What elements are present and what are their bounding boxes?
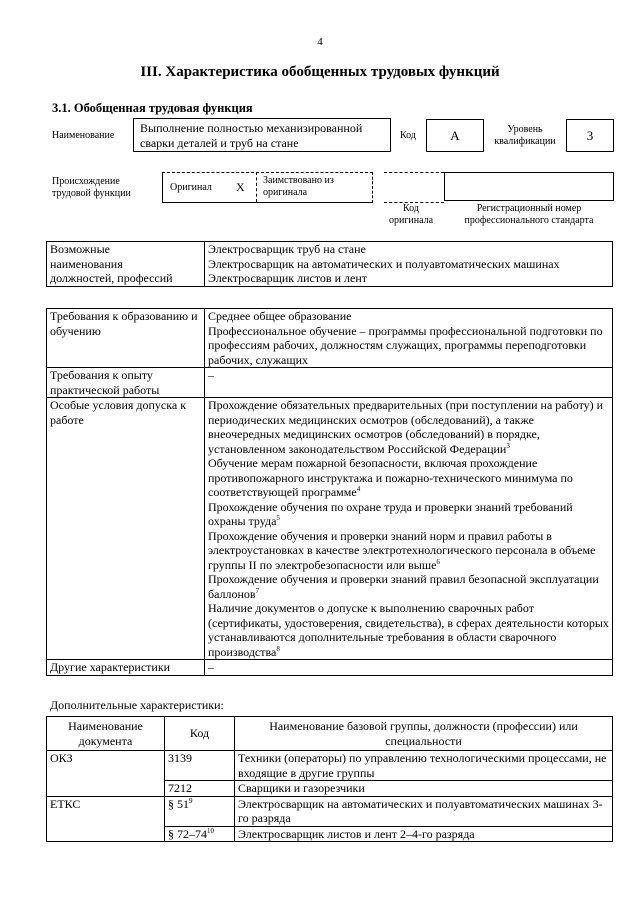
additional-caption: Дополнительные характеристики: xyxy=(50,698,224,712)
code-text: § 51 xyxy=(168,796,189,811)
education-item: Профессиональное обучение – программы профессиональной подготовки по профессиям рабочих, должностям служащих, программы переподготовки рабочих, служащих xyxy=(208,323,603,367)
code-caption-line2: оригинала xyxy=(388,215,434,226)
code-cell: 7212 xyxy=(165,781,235,797)
requirements-table xyxy=(46,308,613,676)
education-label: Требования к образованию и обучению xyxy=(47,309,205,368)
level-label-line2: квалификации xyxy=(494,136,556,147)
possible-names-label-line2: наименования xyxy=(50,256,123,271)
reg-caption xyxy=(444,203,614,227)
special-condition-item xyxy=(208,456,609,500)
code-caption xyxy=(380,203,442,227)
code-label: Код xyxy=(400,130,416,141)
footnote-mark: 10 xyxy=(207,826,214,835)
special-condition-text: Прохождение обучения и проверки знаний правил безопасной эксплуатации баллонов xyxy=(208,572,599,601)
borrowed-line2: оригинала xyxy=(263,187,308,198)
possible-names-label xyxy=(47,242,205,287)
footnote-mark: 3 xyxy=(506,441,510,450)
origin-divider xyxy=(256,172,258,202)
code-cell xyxy=(165,796,235,826)
function-name-box xyxy=(133,118,391,152)
special-condition-text: Прохождение обучения по охране труда и проверки знаний требований охраны труда xyxy=(208,499,573,528)
original-label: Оригинал xyxy=(170,182,212,193)
name-label: Наименование xyxy=(52,130,115,141)
code-caption-line1: Код xyxy=(403,203,419,214)
special-condition-text: Обучение мерам пожарной безопасности, включая прохождение противопожарного инструктажа и пожарно-технического минимума по соответствующей программе xyxy=(208,456,573,499)
reg-caption-line2: профессионального стандарта xyxy=(464,215,594,226)
header-group-name: Наименование базовой группы, должности (профессии) или специальности xyxy=(235,717,613,751)
borrowed-label xyxy=(263,175,334,199)
special-conditions-label: Особые условия допуска к работе xyxy=(47,398,205,660)
possible-names-label-line1: Возможные xyxy=(50,242,110,256)
special-condition-item xyxy=(208,601,609,659)
footnote-mark: 7 xyxy=(255,586,260,595)
possible-names-table xyxy=(46,241,613,287)
code-cell xyxy=(165,826,235,842)
reg-caption-line1: Регистрационный номер xyxy=(476,203,582,214)
original-mark: X xyxy=(236,180,245,194)
footnote-mark: 9 xyxy=(189,796,193,805)
registration-number-box xyxy=(444,172,614,201)
special-condition-text: Наличие документов о допуске к выполнению сварочных работ (сертификаты, удостоверения, свидетельства), в сферах деятельности которых устанавливаются дополнительные требования в области сварочного производства xyxy=(208,601,609,659)
level-label xyxy=(486,124,564,148)
origin-label xyxy=(52,176,131,200)
doc-cell: ЕТКС xyxy=(47,796,165,842)
special-condition-item xyxy=(208,572,609,601)
level-label-line1: Уровень xyxy=(507,124,543,135)
doc-cell: ОКЗ xyxy=(47,751,165,797)
group-name-cell: Электросварщик на автоматических и полуавтоматических машинах 3-го разряда xyxy=(235,796,613,826)
possible-names-label-line3: должностей, профессий xyxy=(50,271,173,285)
possible-name-item: Электросварщик на автоматических и полуавтоматических машинах xyxy=(208,256,560,271)
footnote-mark: 6 xyxy=(436,557,440,566)
education-item: Среднее общее образование xyxy=(208,309,352,323)
original-code-box xyxy=(384,172,444,203)
special-conditions-cell xyxy=(205,398,613,660)
special-condition-item xyxy=(208,529,609,573)
special-condition-item xyxy=(208,398,609,456)
footnote-mark: 5 xyxy=(276,514,280,522)
level-value: 3 xyxy=(566,119,614,152)
other-characteristics-value: – xyxy=(205,660,613,676)
special-condition-text: Прохождение обучения и проверки знаний норм и правил работы в электроустановках в качестве электротехнологического персонала в объеме группы II по электробезопасности или выше xyxy=(208,528,596,572)
footnote-mark: 8 xyxy=(276,644,280,653)
subsection-title: 3.1. Обобщенная трудовая функция xyxy=(52,101,253,115)
experience-value: – xyxy=(205,368,613,398)
origin-label-line2: трудовой функции xyxy=(52,188,131,199)
special-condition-item xyxy=(208,500,609,529)
section-title: III. Характеристика обобщенных трудовых функций xyxy=(140,64,500,80)
footnote-mark: 4 xyxy=(356,485,361,493)
header-document: Наименование документа xyxy=(47,717,165,751)
possible-name-item: Электросварщик труб на стане xyxy=(208,242,366,256)
possible-names-list xyxy=(205,242,613,287)
code-value: А xyxy=(426,119,484,152)
header-code: Код xyxy=(165,717,235,751)
code-text: § 72–74 xyxy=(168,826,207,841)
group-name-cell: Электросварщик листов и лент 2–4-го разряда xyxy=(235,826,613,842)
education-cell xyxy=(205,309,613,368)
possible-name-item: Электросварщик листов и лент xyxy=(208,271,367,285)
additional-table xyxy=(46,716,613,842)
group-name-cell: Техники (операторы) по управлению технологическими процессами, не входящие в другие группы xyxy=(235,751,613,781)
code-cell: 3139 xyxy=(165,751,235,781)
special-condition-text: Прохождение обязательных предварительных (при поступлении на работу) и периодических медицинских осмотров (обследований), а также внеочередных медицинских осмотров (обследований) в порядке, установленном законодательством Российской Федерации xyxy=(208,398,604,456)
function-name-line1: Выполнение полностью механизированной xyxy=(140,121,363,135)
other-characteristics-label: Другие характеристики xyxy=(47,660,205,676)
function-name-line2: сварки деталей и труб на стане xyxy=(140,136,299,150)
page-number: 4 xyxy=(317,36,323,48)
experience-label: Требования к опыту практической работы xyxy=(47,368,205,398)
origin-label-line1: Происхождение xyxy=(52,176,120,187)
borrowed-line1: Заимствовано из xyxy=(263,175,334,186)
group-name-cell: Сварщики и газорезчики xyxy=(235,781,613,797)
